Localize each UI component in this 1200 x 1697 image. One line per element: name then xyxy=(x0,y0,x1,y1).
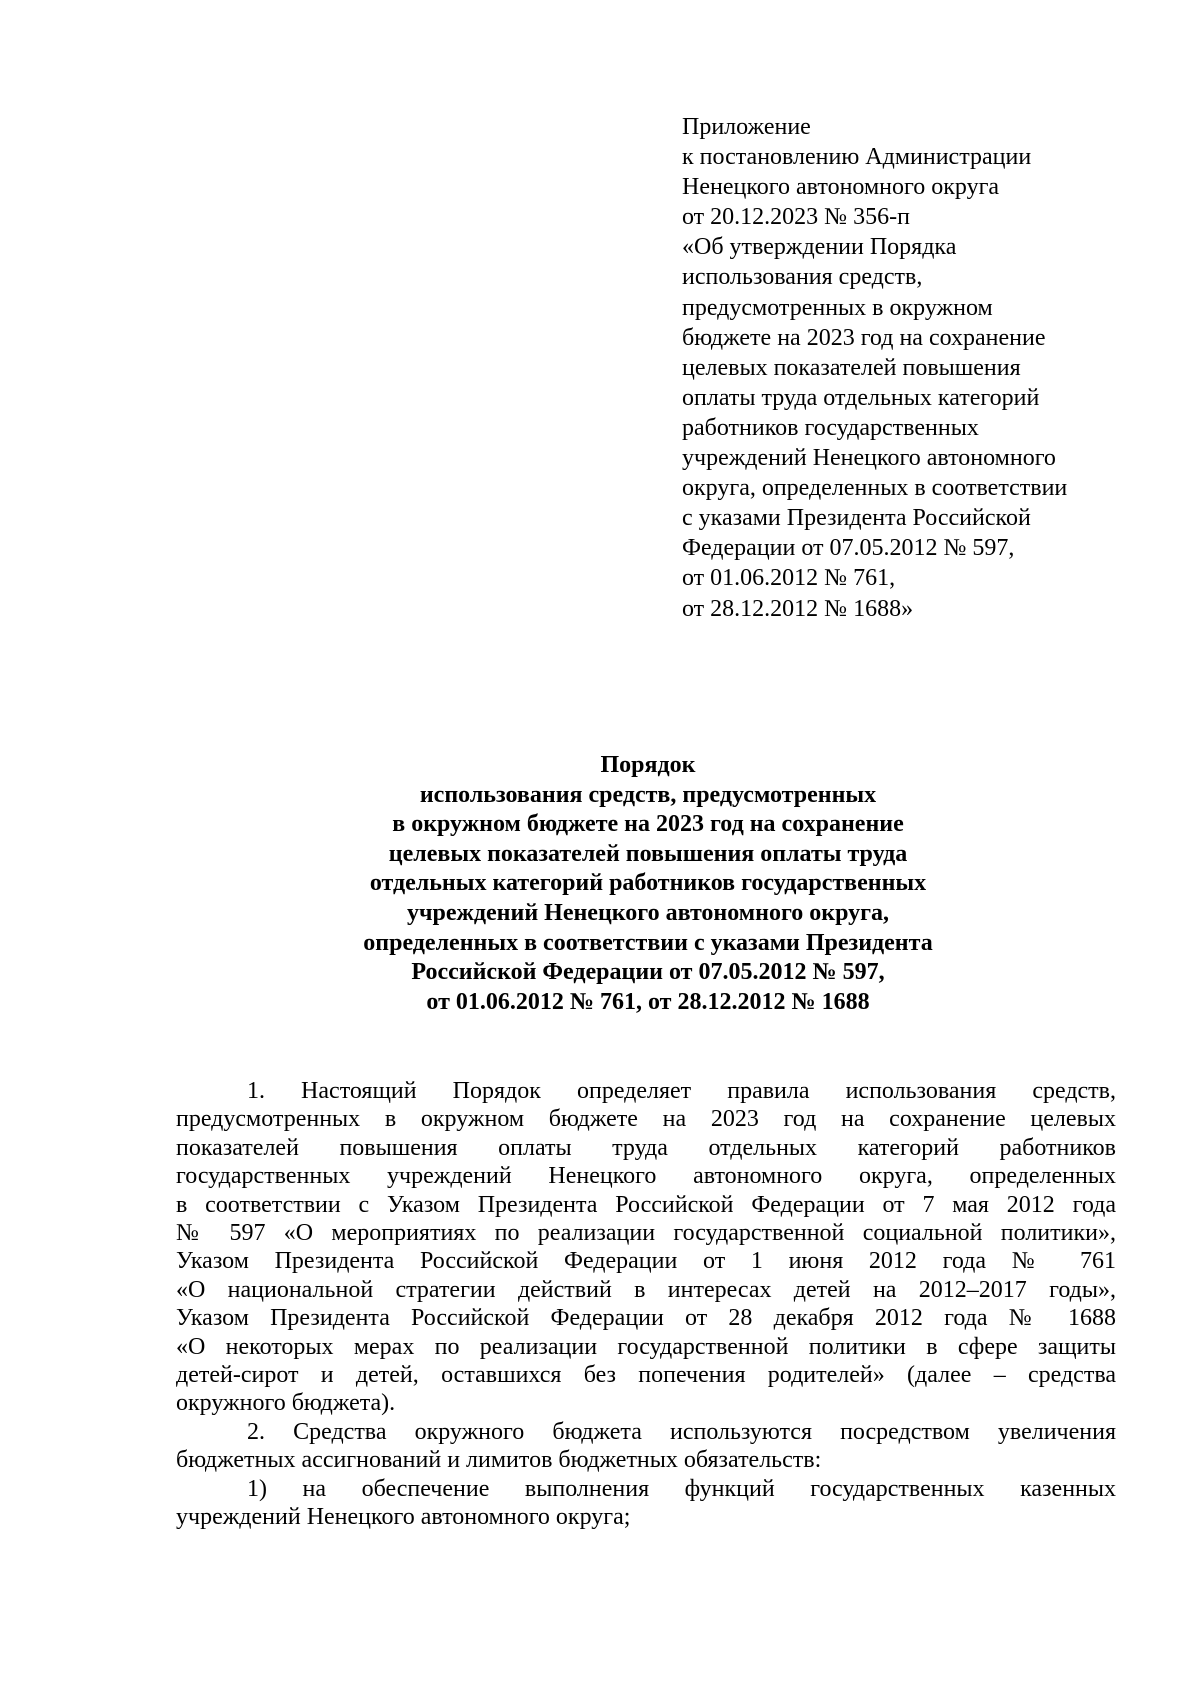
appendix-line: от 01.06.2012 № 761, xyxy=(682,565,896,592)
body-line: детей-сирот и детей, оставшихся без попечения родителей» (далее – средства xyxy=(176,1362,1116,1389)
body-line: показателей повышения оплаты труда отдельных категорий работников xyxy=(176,1134,1116,1161)
body-line: 1) на обеспечение выполнения функций государственных казенных xyxy=(247,1475,1116,1502)
title-line: учреждений Ненецкого автономного округа, xyxy=(406,899,890,926)
title-line: от 01.06.2012 № 761, от 28.12.2012 № 1688 xyxy=(426,988,870,1015)
appendix-line: от 20.12.2023 № 356-п xyxy=(682,204,910,231)
appendix-line: Федерации от 07.05.2012 № 597, xyxy=(682,535,1015,562)
body-line: «О некоторых мерах по реализации государственной политики в сфере защиты xyxy=(176,1333,1116,1360)
body-line: государственных учреждений Ненецкого автономного округа, определенных xyxy=(176,1163,1116,1190)
document-title xyxy=(176,751,1120,1017)
title-line: использования средств, предусмотренных xyxy=(419,781,877,808)
appendix-line: от 28.12.2012 № 1688» xyxy=(682,595,914,622)
appendix-line: бюджете на 2023 год на сохранение xyxy=(682,324,1046,351)
appendix-header xyxy=(682,112,1122,624)
appendix-line: использования средств, xyxy=(682,264,923,291)
body-line: предусмотренных в окружном бюджете на 2023 год на сохранение целевых xyxy=(176,1106,1116,1133)
appendix-line: к постановлению Администрации xyxy=(682,144,1032,171)
title-line: отдельных категорий работников государственных xyxy=(369,870,927,897)
body-line: Указом Президента Российской Федерации от 1 июня 2012 года № 761 xyxy=(176,1248,1116,1275)
body-line: в соответствии с Указом Президента Российской Федерации от 7 мая 2012 года xyxy=(176,1191,1116,1218)
appendix-line: учреждений Ненецкого автономного xyxy=(682,445,1056,472)
body-line: Указом Президента Российской Федерации от 28 декабря 2012 года № 1688 xyxy=(176,1305,1116,1332)
appendix-line: целевых показателей повышения xyxy=(682,354,1021,381)
body-line: окружного бюджета). xyxy=(176,1390,396,1417)
body-line: 1. Настоящий Порядок определяет правила использования средств, xyxy=(247,1078,1116,1104)
document-body xyxy=(176,1077,1116,1532)
title-line: в окружном бюджете на 2023 год на сохранение xyxy=(392,811,904,838)
title-line: Российской Федерации от 07.05.2012 № 597, xyxy=(411,959,885,986)
appendix-line: Ненецкого автономного округа xyxy=(682,174,1000,201)
body-line: № 597 «О мероприятиях по реализации государственной социальной политики», xyxy=(176,1220,1116,1247)
appendix-line: с указами Президента Российской xyxy=(682,505,1031,532)
title-line: Порядок xyxy=(600,752,696,778)
body-line: «О национальной стратегии действий в интересах детей на 2012–2017 годы», xyxy=(176,1276,1116,1303)
appendix-line: Приложение xyxy=(682,114,811,140)
appendix-line: предусмотренных в окружном xyxy=(682,294,993,321)
appendix-line: «Об утверждении Порядка xyxy=(682,234,957,261)
body-line: 2. Средства окружного бюджета используются посредством увеличения xyxy=(247,1418,1116,1445)
body-line: учреждений Ненецкого автономного округа; xyxy=(176,1504,631,1531)
appendix-line: работников государственных xyxy=(682,414,979,441)
body-line: бюджетных ассигнований и лимитов бюджетных обязательств: xyxy=(176,1447,822,1474)
title-line: целевых показателей повышения оплаты труда xyxy=(388,840,908,867)
title-line: определенных в соответствии с указами Президента xyxy=(363,929,933,956)
appendix-line: округа, определенных в соответствии xyxy=(682,475,1068,502)
appendix-line: оплаты труда отдельных категорий xyxy=(682,384,1040,411)
